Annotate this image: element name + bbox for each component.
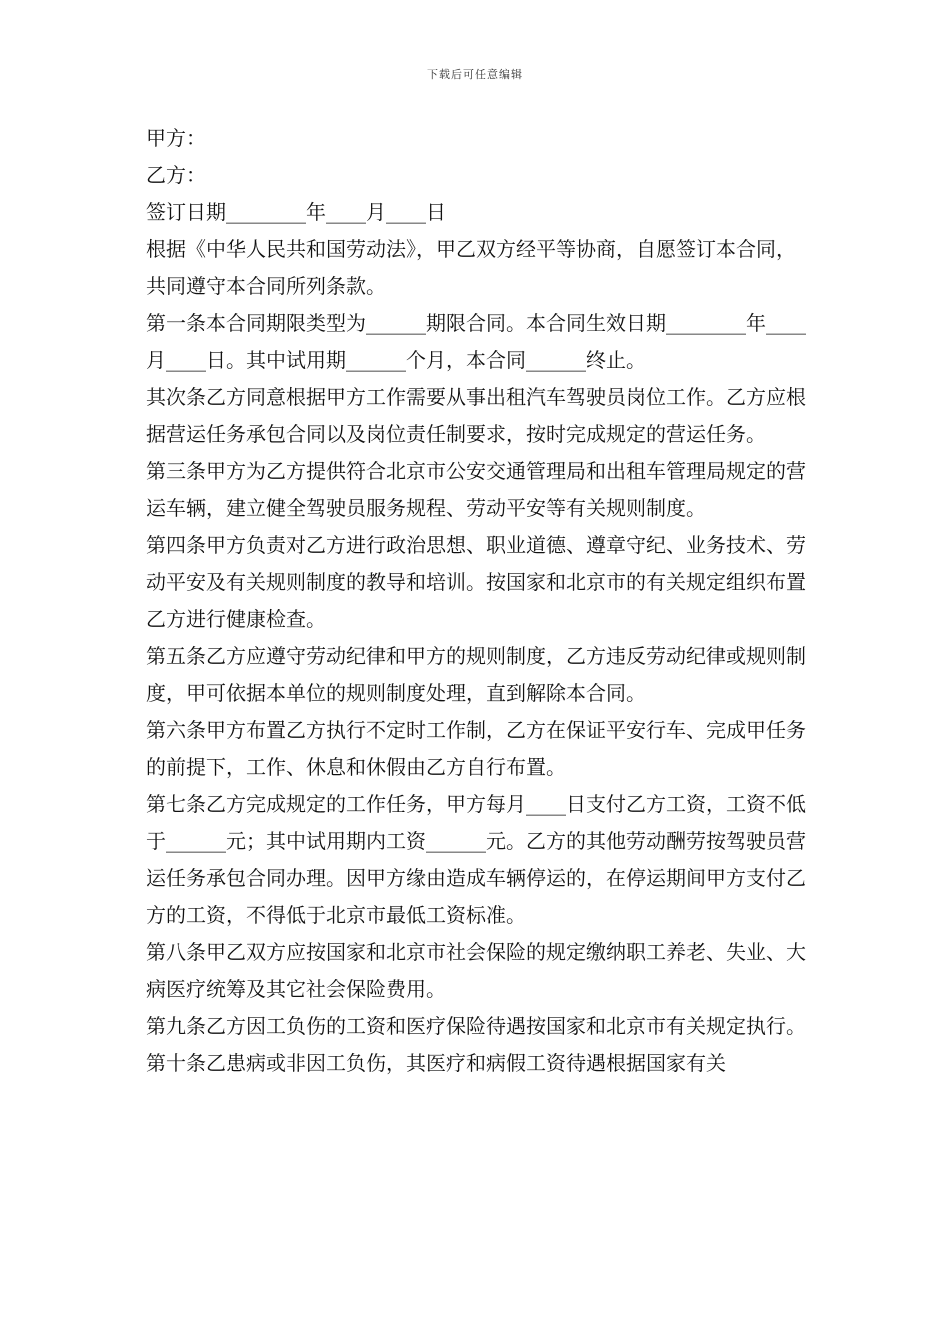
article-9: 第九条乙方因工负伤的工资和医疗保险待遇按国家和北京市有关规定执行。	[146, 1014, 806, 1038]
article-2: 其次条乙方同意根据甲方工作需要从事出租汽车驾驶员岗位工作。乙方应根据营运任务承包合同以及岗位责任制要求，按时完成规定的营运任务。	[146, 385, 806, 446]
party-b-line: 乙方：	[146, 163, 206, 187]
contract-body	[146, 120, 810, 1082]
article-1: 第一条本合同期限类型为______期限合同。本合同生效日期________年____月____日。其中试用期______个月，本合同______终止。	[146, 311, 806, 372]
article-3: 第三条甲方为乙方提供符合北京市公安交通管理局和出租车管理局规定的营运车辆，建立健全驾驶员服务规程、劳动平安等有关规则制度。	[146, 459, 806, 520]
page-header-note: 下载后可任意编辑	[427, 68, 523, 81]
article-5: 第五条乙方应遵守劳动纪律和甲方的规则制度，乙方违反劳动纪律或规则制度，甲可依据本单位的规则制度处理，直到解除本合同。	[146, 644, 806, 705]
article-4: 第四条甲方负责对乙方进行政治思想、职业道德、遵章守纪、业务技术、劳动平安及有关规则制度的教导和培训。按国家和北京市的有关规定组织布置乙方进行健康检查。	[146, 533, 806, 631]
article-10: 第十条乙患病或非因工负伤，其医疗和病假工资待遇根据国家有关	[146, 1051, 726, 1075]
party-a-line: 甲方：	[146, 126, 206, 150]
signing-date-line: 签订日期________年____月____日	[146, 200, 446, 224]
article-8: 第八条甲乙双方应按国家和北京市社会保险的规定缴纳职工养老、失业、大病医疗统筹及其它社会保险费用。	[146, 940, 806, 1001]
preamble-paragraph: 根据《中华人民共和国劳动法》，甲乙双方经平等协商，自愿签订本合同，共同遵守本合同所列条款。	[146, 237, 796, 298]
article-7: 第七条乙方完成规定的工作任务，甲方每月____日支付乙方工资，工资不低于______元；其中试用期内工资______元。乙方的其他劳动酬劳按驾驶员营运任务承包合同办理。因甲方缘由造成车辆停运的，在停运期间甲方支付乙方的工资，不得低于北京市最低工资标准。	[146, 792, 806, 927]
article-6: 第六条甲方布置乙方执行不定时工作制，乙方在保证平安行车、完成甲任务的前提下，工作、休息和休假由乙方自行布置。	[146, 718, 806, 779]
